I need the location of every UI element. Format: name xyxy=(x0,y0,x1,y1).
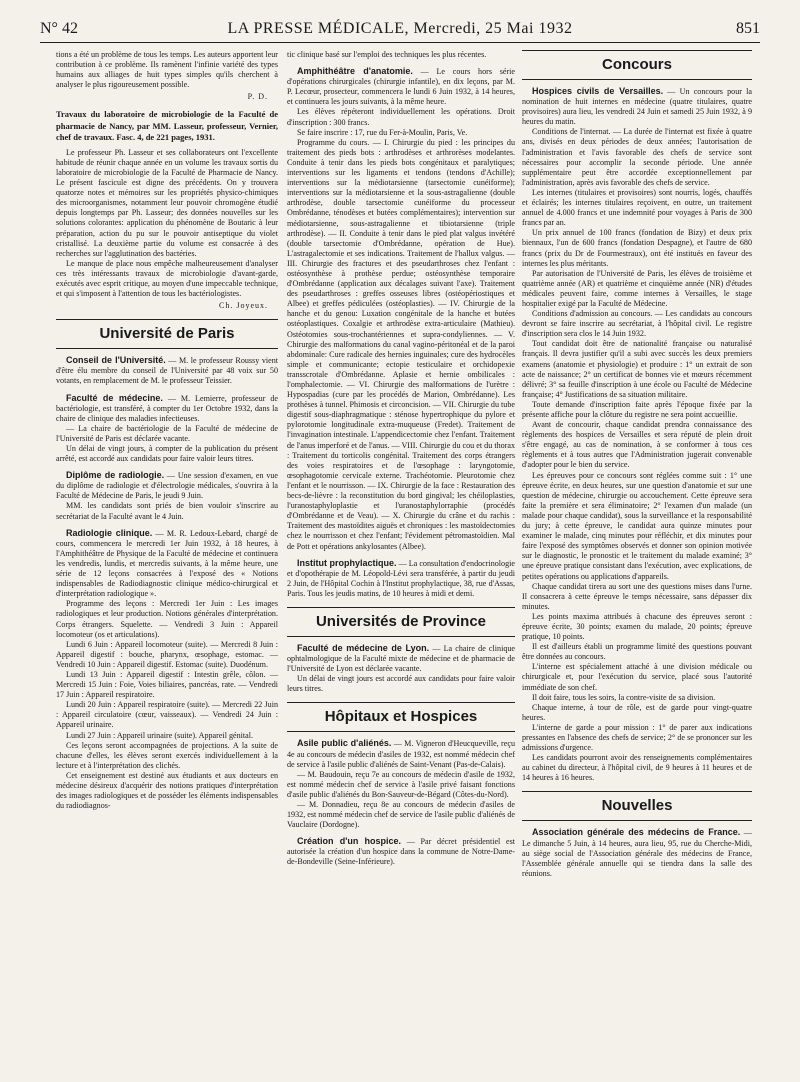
news-item: Institut prophylactique. — La consultation d'endocrinologie et d'opothérapie de M. Léopold-Lévi sera transférée, à partir du jeudi 2 Juin, de l'Hôpital Cochin à l'Institut prophylactique, 38, rue d'Assas, Paris. Tous les jeudis matins, de 10 heures à midi et demi. xyxy=(287,557,515,598)
news-paragraph: Par autorisation de l'Université de Paris, les élèves de troisième et quatrième année (AR) et quatrième et cinquième année (NR) d'études médicales peuvent faire, comme internes à Versailles, le stage hospitalier exigé par la Faculté de Médecine. xyxy=(522,268,752,308)
news-item: Asile public d'aliénés. — M. Vigneron d'Heucqueville, reçu 4e au concours de médecin d'asiles de 1932, est nommé médecin chef de service à l'asile public d'aliénés de Saint-Venant (Pas-de-Calais). xyxy=(287,738,515,769)
program-line: Lundi 20 Juin : Appareil respiratoire (suite). — Mercredi 22 Juin : Appareil circulatoire (cœur, vaisseaux). — Vendredi 24 Juin : Appareil urinaire. xyxy=(56,700,278,730)
news-paragraph: Tout candidat doit être de nationalité française ou naturalisé français. Il devra justifier qu'il a subi avec succès les deux premiers examens (anatomie et physiologie) et produire : 1° un extrait de son acte de naissance; 2° un certificat de bonnes vie et mœurs récemment délivré; 3° sa feuille d'inscription à une école ou Faculté de Médecine française; 4° Justifications de sa situation militaire. xyxy=(522,339,752,399)
news-item: Hospices civils de Versailles. — Un concours pour la nomination de huit internes en médecine (quatre titulaires, quatre provisoires) aura lieu, les vendredi 24 Juin et samedi 25 Juin 1932, à 9 heures du matin. xyxy=(522,86,752,127)
news-item: Faculté de médecine. — M. Lemierre, professeur de bactériologie, est transféré, à compter du 1er Octobre 1932, dans la chaire de clinique des maladies infectieuses. xyxy=(56,392,278,423)
intro-signature: P. D. xyxy=(247,92,268,102)
news-paragraph: Il doit faire, tous les soirs, la contre-visite de sa division. xyxy=(532,692,716,702)
section-heading-nouvelles: Nouvelles xyxy=(522,791,752,821)
section-heading-concours: Concours xyxy=(522,50,752,80)
section-heading-universites-province: Universités de Province xyxy=(287,607,515,637)
news-item: Création d'un hospice. — Par décret présidentiel est autorisée la création d'un hospice dans la commune de Notre-Dame-de-Bondeville (Seine-Inférieure). xyxy=(287,836,515,867)
course-program: Programme du cours. — I. Chirurgie du pied : les principes du traitement des pieds bots : arthrodèses et arthrorèses modelantes. Conduite à tenir dans les pieds bots congénitaux et paralytiques; interventions sur les ligaments et tendons (tendons d'Achille); interventions sur la médiotarsienne (tarsectomie cunéiforme); interventions sur la médiotarsienne et la sous-astragalienne (double arthrodèse, double tarsectomie cunéiforme du processeur Ombrédanne, ténodèses et butées complémentaires); intervention sur médiotarsienne, sous-astragalienne et tibiotarsienne (triple arthrodèse). — II. Conduite à tenir dans le pied plat valgus invétéré (double tarsectomie d'Ombrédanne, opération de Hue). L'astragalectomie et ses indications. Traitement de l'hallux valgus. — III. Chirurgie des fractures et des pseudarthroses chez l'enfant : ostéosynthèse à prothèse perdue; ostéosynthèse temporaire d'Ombrédanne (application aux décalages suivant l'axe). Traitement des pseudarthroses : greffes osseuses libres (ostéopériostiques et Albee) et greffes pédiculées (ostéoplasties). — IV. Chirurgie de la hanche et du genou: Luxation congénitale de la hanche et butées ostéoplastiques. Coxalgie et arthrodèse extra-articulaire (Mathieu). Ostéotomies sous-trochantériennes et supra-condyliennes. — V. Chirurgie des malformations du canal vagino-péritonéal et de la paroi abdominale: Cure radicale des hernies inguinales; cure des hydrocèles simple et communicante; ectopie testiculaire et orchidopexie transscrotale d'Ombrédanne. Aplasie et hernie ombilicales : l'omphalectomie. — VI. Chirurgie des malformations de l'urètre : Hypospadias (cure par les procédés de Marion, Ombrédanne). Les prothèses à tunnel. Phimosis et circoncision. — VII. Chirurgie du tube digestif sous-diaphragmatique : sténose hypertrophique du pylore et pylorotomie longitudinale extra-muqueuse (Fredet). Traitement de l'invagination intestinale. L'appendicectomie chez l'enfant. Traitement de l'anus imperforé et de l'anus. — VIII. Chirurgie du cou et du thorax : Traitement du torticolis congénital. Traitement des corps étrangers des voies respiratoires et de l'œsophage : laryngotomie, œsophagotomie cervicale externe. Trachéotomie. Pleurotomie chez l'enfant et le nourrisson. — IX. Chirurgie de la face : Restauration des becs-de-lièvre : la reconstitution du bord gingival; les chéiloplasties, l'uranostaphyloplastie et l'uranostaphylorraphie (procédés d'Ombrédanne et de Veau). — X. Chirurgie du crâne et du rachis : Traitement des mastoïdites aiguës et chroniques : les mastoïdectomies chez le nourrisson et chez l'enfant; l'évidement pétromastoïdien. Mal de Pott et opérations ankylosantes (Albee). xyxy=(287,137,515,551)
news-paragraph: — M. Baudouin, reçu 7e au concours de médecin d'asile de 1932, est nommé médecin chef de service à l'asile privé faisant fonctions d'asile public d'aliénés du Bon-Sauveur-de-Bégard (Côtes-du-Nord). xyxy=(287,769,515,799)
news-item: Diplôme de radiologie. — Une session d'examen, en vue du diplôme de radiologie et d'électrologie médicales, s'ouvrira à la Faculté de Médecine de Paris, le jeudi 9 Juin. xyxy=(56,470,279,501)
book-title: Travaux du laboratoire de microbiologie de la Faculté de pharmacie de Nancy, par MM. Lasseur, professeur, Vernier, chef de travaux. Fasc. 4, de 221 pages, 1931. xyxy=(56,109,278,142)
program-line: Lundi 6 Juin : Appareil locomoteur (suite). — Mercredi 8 Juin : Appareil digestif : bouche, pharynx, œsophage, estomac. — Vendredi 10 Juin : Appareil digestif. Estomac (suite). Duodénum. xyxy=(56,639,278,669)
news-paragraph: Un prix annuel de 100 francs (fondation de Bizy) et deux prix biennaux, l'un de 600 francs (fondation Despagne), et l'autre de 680 francs (prix du Dr de Fourmestraux), ont été institués en faveur des internes les plus méritants. xyxy=(522,228,752,268)
news-paragraph: Chaque interne, à tour de rôle, est de garde pour vingt-quatre heures. xyxy=(522,702,752,722)
news-paragraph: L'interne est spécialement attaché à une division médicale ou chirurgicale et, pour l'exécution du service, placé sous l'autorité immédiate de son chef. xyxy=(522,662,752,692)
section-heading-hopitaux: Hôpitaux et Hospices xyxy=(287,702,515,732)
news-paragraph: — M. Donnadieu, reçu 8e au concours de médecin d'asiles de 1932, est nommé médecin chef de service de l'asile public d'aliénés de Vauclaire (Dordogne). xyxy=(287,800,515,830)
news-paragraph: — La chaire de bactériologie de la Faculté de médecine de l'Université de Paris est déclarée vacante. xyxy=(56,423,278,443)
program-line: Programme des leçons : Mercredi 1er Juin : Les images radiologiques et leur production. Notions générales d'interprétation. Corps étrangers. Squelette. — Vendredi 3 Juin : Appareil locomoteur (os et articulations). xyxy=(56,599,278,639)
news-paragraph: Les points maxima attribués à chacune des épreuves seront : épreuve écrite, 30 points; examen du malade, 20 points; épreuve pratique, 10 points. xyxy=(522,611,752,642)
book-review-paragraph: Le professeur Ph. Lasseur et ses collaborateurs ont l'excellente habitude de réunir chaque année en un volume les travaux sortis du laboratoire de microbiologie de la Faculté de Pharmacie de Nancy. Le présent fascicule est digne des précédents. On y trouvera quatorze notes et mémoires sur les propriétés physico-chimiques des microorganismes, notamment leur pouvoir chromogène étudié depuis longtemps par Ph. Lasseur; des données nouvelles sur les solutions colorantes: application du phénomène de Boutaric à leur préparation, action du pu sur le pouvoir antiseptique du violet cristallisé. La deuxième partie du volume est consacrée à des recherches sur l'agglutination des bactéries. xyxy=(56,147,278,258)
issue-number: N° 42 xyxy=(40,20,78,37)
news-paragraph: Conditions de l'internat. — La durée de l'internat est fixée à quatre ans, divisés en deux périodes de deux années; l'autorisation de l'administration et l'avis favorable des chefs de service sont nécessaires pour accomplir la seconde période. Une année supplémentaire peut être accordée exceptionnellement par l'administration, après avis favorable des chefs de service. xyxy=(522,127,752,187)
book-review-paragraph: Le manque de place nous empêche malheureusement d'analyser ces très intéressants travaux de microbiologie d'avant-garde, exécutés avec esprit critique, au moyen d'une impeccable technique, et qui s'imposent à l'attention de tous les bactériologistes. xyxy=(56,258,278,299)
news-paragraph: Les épreuves pour ce concours sont réglées comme suit : 1° une épreuve écrite, en deux heures, sur une question d'anatomie et sur une question de médecine, chirurgie ou accouchement. Cette épreuve sera faite la première et sera éliminatoire; 2° l'examen d'un malade (un malade pour chaque candidat), sous la surveillance et la responsabilité du jury; à cette épreuve, le candidat aura quinze minutes pour examiner le malade, cinq minutes pour réfléchir, et dix minutes pour faire l'exposé des symptômes observés et donner son opinion motivée sur le diagnostic, le pronostic et le traitement du malade examiné; 3° une épreuve pratique consistant dans l'exécution, avec explications, de petites opérations ou applications d'appareils. xyxy=(522,470,752,581)
journal-title: LA PRESSE MÉDICALE, Mercredi, 25 Mai 1932 xyxy=(227,20,573,37)
news-paragraph: Se faire inscrire : 17, rue du Fer-à-Moulin, Paris, Ve. xyxy=(297,127,468,137)
page-number: 851 xyxy=(736,20,760,37)
news-paragraph: Avant de concourir, chaque candidat prendra connaissance des règlements des hospices de Versailles et sera réputé de plein droit s'être engagé, au cas de nomination, à se conformer à tous ces règlements et à tous autres que l'Administration jugerait convenable d'adopter pour le bien du service. xyxy=(522,420,752,470)
news-paragraph: Les candidats pourront avoir des renseignements complémentaires au cabinet du directeur, à l'hôpital civil, de 9 heures à 11 heures et de 14 heures à 16 heures. xyxy=(522,753,752,783)
continued-paragraph: tic clinique basé sur l'emploi des techniques les plus récentes. xyxy=(287,50,487,59)
news-paragraph: Chaque candidat tirera au sort une des questions mises dans l'urne. Il consacrera à cette épreuve le temps nécessaire, sans dépasser dix minutes. xyxy=(522,581,752,611)
news-item: Faculté de médecine de Lyon. — La chaire de clinique ophtalmologique de la Faculté mixte de médecine et de pharmacie de l'Université de Lyon est déclarée vacante. xyxy=(287,642,516,674)
news-paragraph: Cet enseignement est destiné aux étudiants et aux docteurs en médecine désireux d'acquérir des notions pratiques d'interprétation des images radiologiques et de posséder les éléments indispensables du radiodiagnos- xyxy=(56,770,278,811)
program-line: Lundi 13 Juin : Appareil digestif : Intestin grêle, côlon. — Mercredi 15 Juin : Foie, Voies biliaires, pancréas, rate. — Vendredi 17 Juin : Appareil respiratoire. xyxy=(56,669,278,700)
news-paragraph: Les élèves répéteront individuellement les opérations. Droit d'inscription : 300 francs. xyxy=(287,107,515,127)
news-paragraph: Conditions d'admission au concours. — Les candidats au concours devront se faire inscrire au secrétariat, à l'hôpital civil. Le registre d'inscription sera clos le 14 Juin 1932. xyxy=(522,309,752,339)
program-line: Lundi 27 Juin : Appareil urinaire (suite). Appareil génital. xyxy=(66,730,254,740)
intro-paragraph: tions a été un problème de tous les temps. Les auteurs apportent leur contribution à ce problème. Ils ramènent l'infinie variété des types humains aux alliages de huit types simples qu'ils cherchent à analyser le plus rigoureusement possible. xyxy=(56,50,278,90)
news-paragraph: MM. les candidats sont priés de bien vouloir s'inscrire au secrétariat de la Faculté avant le 4 Juin. xyxy=(56,501,278,521)
news-item: Amphithéâtre d'anatomie. — Le cours hors série d'opérations chirurgicales (chirurgie infantile), en dix leçons, par M. P. Lecœur, prosecteur, commencera le lundi 6 Juin 1932, à 14 heures, et continuera les jours suivants, à la même heure. xyxy=(287,66,515,107)
news-item: Radiologie clinique. — M. R. Ledoux-Lebard, chargé de cours, commencera le mercredi 1er Juin 1932, à 18 heures, à l'Amphithéâtre de Physique de la Faculté de médecine et continuera les vendredis, lundis, et mercredis suivants, à la même heure, une série de 12 leçons consacrées à l'exposé des « Notions indispensables de Radiodiagnostic clinique médico-chirurgical et d'interprétation radiologique ». xyxy=(56,527,278,599)
column-1 xyxy=(56,50,278,811)
page-header xyxy=(40,16,760,43)
news-paragraph: Les internes (titulaires et provisoires) sont nourris, logés, chauffés et éclairés; les internes titulaires reçoivent, en outre, un traitement annuel de 4.000 francs et une indemnité pour voyages à Paris de 300 francs par an. xyxy=(522,187,752,228)
news-paragraph: Un délai de vingt jours, à compter de la publication du présent arrêté, est accordé aux candidats pour faire valoir leurs titres. xyxy=(56,444,278,464)
book-signature: Ch. Joyeux. xyxy=(219,301,268,311)
news-paragraph: Ces leçons seront accompagnées de projections. A la suite de chacune d'elles, les élèves seront exercés individuellement à la lecture et à l'interprétation des clichés. xyxy=(56,740,278,770)
column-3 xyxy=(522,50,752,879)
news-paragraph: Il est d'ailleurs établi un programme limité des questions pouvant être données au concours. xyxy=(522,642,752,662)
news-item: Association générale des médecins de France. — Le dimanche 5 Juin, à 14 heures, aura lieu, 95, rue du Cherche-Midi, au siège social de l'Association générale des médecins de France, l'Assemblée générale annuelle qui se tiendra dans la salle des réunions. xyxy=(522,827,752,878)
column-2 xyxy=(287,50,515,868)
news-paragraph: L'interne de garde a pour mission : 1° de parer aux indications pressantes en l'absence des chefs de service; 2° de se prononcer sur les admissions d'urgence. xyxy=(522,722,752,753)
news-paragraph: Toute demande d'inscription faite après l'époque fixée par la présente affiche pour la clôture du registre ne sera point accueillie. xyxy=(522,399,752,419)
news-item: Conseil de l'Université. — M. le professeur Roussy vient d'être élu membre du conseil de l'Université par 48 voix sur 50 votants, en remplacement de M. le professeur Teissier. xyxy=(56,355,279,386)
news-paragraph: Un délai de vingt jours est accordé aux candidats pour faire valoir leurs titres. xyxy=(287,674,515,694)
section-heading-universite-paris: Université de Paris xyxy=(56,319,278,349)
